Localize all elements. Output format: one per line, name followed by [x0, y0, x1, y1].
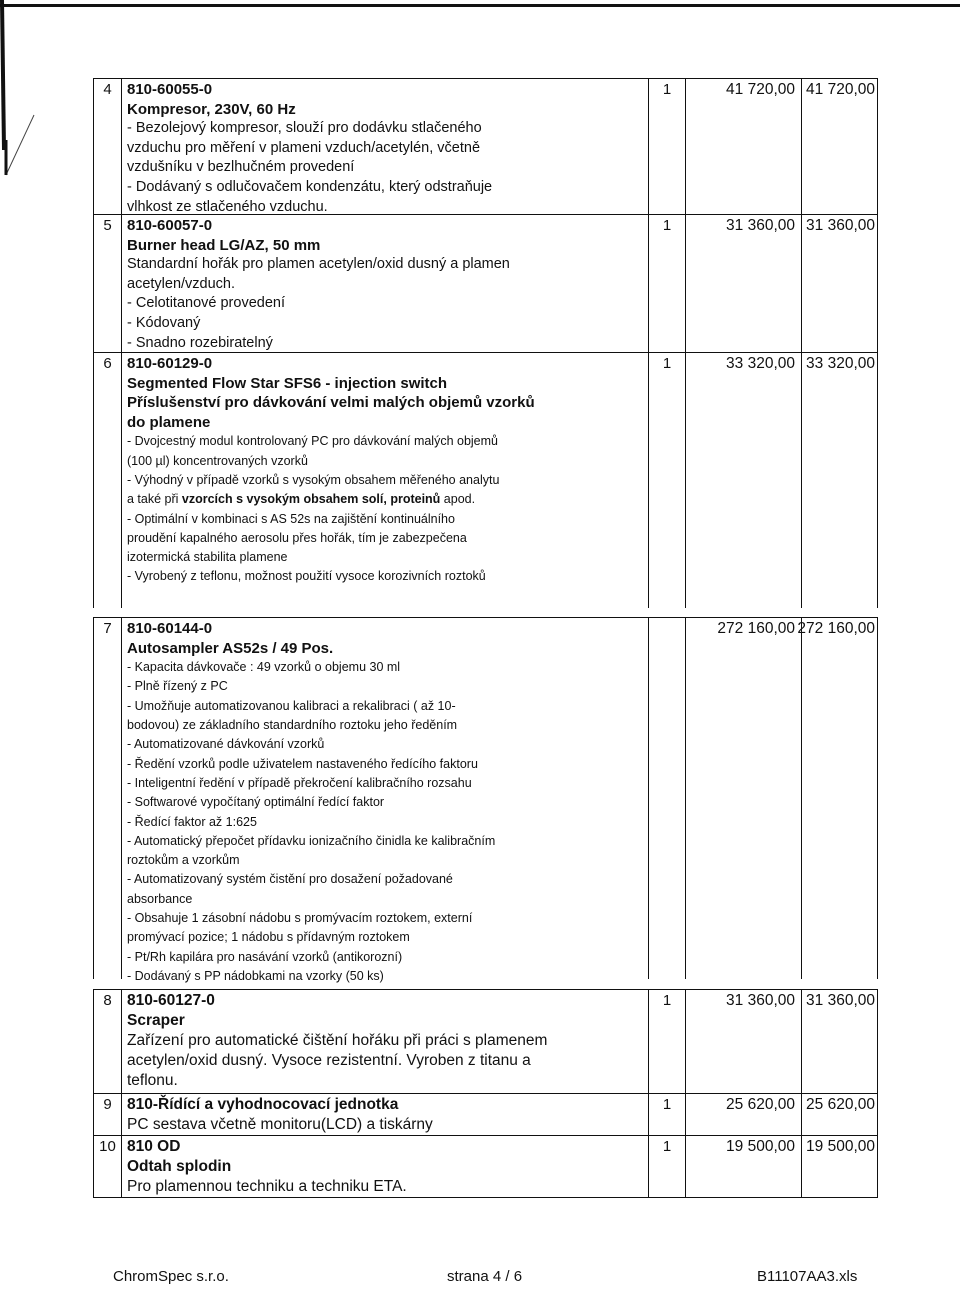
- item-line: teflonu.: [127, 1072, 178, 1089]
- item-line: - Obsahuje 1 zásobní nádobu s promývacím roztokem, externí: [127, 911, 473, 926]
- item-line: - Ředění vzorků podle uživatelem nastaveného ředícího faktoru: [127, 756, 478, 771]
- item-subtitle: Příslušenství pro dávkování velmi malých objemů vzorků: [127, 394, 535, 412]
- item-line: acetylen/oxid dusný. Vysoce rezistentní. Vyroben z titanu a: [127, 1052, 531, 1069]
- item-line: Zařízení pro automatické čištění hořáku při práci s plamenem: [127, 1032, 548, 1049]
- table-row: [93, 617, 878, 983]
- item-line: vlhkost ze stlačeného vzduchu.: [127, 198, 328, 215]
- item-description: [122, 1135, 648, 1198]
- item-quantity: 1: [648, 214, 686, 352]
- item-total: [802, 352, 878, 608]
- item-line: - Ředící faktor až 1:625: [127, 814, 257, 829]
- item-title: Kompresor, 230V, 60 Hz: [127, 100, 296, 118]
- item-number: 5: [93, 214, 122, 352]
- item-line: - Umožňuje automatizovanou kalibraci a rekalibraci ( až 10-: [127, 698, 456, 713]
- item-line: - Automatizovaný systém čistění pro dosažení požadované: [127, 872, 453, 887]
- item-line: PC sestava včetně monitoru(LCD) a tiskárny: [127, 1116, 433, 1133]
- item-description: [122, 617, 648, 983]
- item-title: Burner head LG/AZ, 50 mm: [127, 236, 321, 254]
- footer-page-number: strana 4 / 6: [447, 1268, 523, 1285]
- item-description: [122, 1093, 648, 1135]
- item-description: [122, 214, 648, 352]
- item-code: 810 OD: [127, 1138, 181, 1155]
- item-quantity: 1: [648, 352, 686, 608]
- table-row: [93, 1093, 878, 1135]
- item-unit-price: 31 360,00: [686, 214, 802, 352]
- item-number: 7: [93, 617, 122, 979]
- item-code: 810-60129-0: [127, 355, 213, 372]
- item-title: Odtah splodin: [127, 1158, 232, 1175]
- item-code: 810-60057-0: [127, 217, 213, 234]
- footer-file-name: B11107AA3.xls: [757, 1268, 858, 1285]
- item-title: Autosampler AS52s / 49 Pos.: [127, 639, 334, 657]
- item-line: - Kapacita dávkovače : 49 vzorků o objemu 30 ml: [127, 660, 401, 675]
- item-unit-price: 25 620,00: [686, 1093, 802, 1135]
- item-description: [122, 352, 648, 608]
- item-subtitle: do plamene: [127, 413, 211, 431]
- item-title: Segmented Flow Star SFS6 - injection switch: [127, 374, 448, 392]
- item-line: - Optimální v kombinaci s AS 52s na zajištění kontinuálního: [127, 511, 455, 526]
- item-total: [802, 78, 878, 214]
- item-total-value: 272 160,00: [797, 620, 875, 637]
- item-code: 810-Řídící a vyhodnocovací jednotka: [127, 1096, 399, 1113]
- item-line: - Snadno rozebiratelný: [127, 334, 273, 351]
- item-line: Standardní hořák pro plamen acetylen/oxid dusný a plamen: [127, 256, 510, 273]
- item-unit-price: 41 720,00: [686, 78, 802, 214]
- item-line: roztokům a vzorkům: [127, 853, 240, 868]
- item-line: - Dvojcestný modul kontrolovaný PC pro dávkování malých objemů: [127, 434, 499, 449]
- item-code: 810-60127-0: [127, 992, 215, 1009]
- table-row: [93, 78, 878, 214]
- item-line: - Pt/Rh kapilára pro nasávání vzorků (antikorozní): [127, 949, 403, 964]
- item-quantity: 1: [648, 1093, 686, 1135]
- item-total: [797, 617, 878, 979]
- item-quantity: 1: [648, 1135, 686, 1198]
- item-line: acetylen/vzduch.: [127, 275, 236, 292]
- item-number: 10: [93, 1135, 122, 1198]
- item-description: [122, 989, 648, 1093]
- item-line: - Dodávaný s PP nádobkami na vzorky (50 ks): [127, 968, 384, 983]
- item-total: [802, 1135, 878, 1198]
- item-unit-price: 19 500,00: [686, 1135, 802, 1198]
- table-row: [93, 214, 878, 352]
- item-line: - Kódovaný: [127, 314, 201, 331]
- item-line-post: apod.: [440, 492, 476, 507]
- item-unit-price: 272 160,00: [686, 617, 802, 979]
- item-description: [122, 78, 648, 214]
- item-line: absorbance: [127, 891, 193, 906]
- item-line: - Inteligentní ředění v případě překročení kalibračního rozsahu: [127, 775, 472, 790]
- item-total-value: 31 360,00: [806, 992, 875, 1009]
- item-code: 810-60144-0: [127, 620, 213, 637]
- item-quantity: [648, 617, 686, 979]
- item-line: - Vyrobený z teflonu, možnost použití vysoce korozivních roztoků: [127, 569, 486, 584]
- item-number: 9: [93, 1093, 122, 1135]
- item-unit-price: 31 360,00: [686, 989, 802, 1093]
- item-quantity: 1: [648, 78, 686, 214]
- item-code: 810-60055-0: [127, 81, 213, 98]
- item-line: - Výhodný v případě vzorků s vysokým obsahem měřeného analytu: [127, 472, 500, 487]
- item-line: - Automatizované dávkování vzorků: [127, 737, 325, 752]
- item-total: [802, 1093, 878, 1135]
- item-line: Pro plamennou techniku a techniku ETA.: [127, 1178, 407, 1195]
- scan-top-border: [0, 0, 960, 7]
- item-line-mixed: [127, 490, 645, 509]
- item-line-pre: a také při: [127, 492, 182, 507]
- item-line: - Plně řízený z PC: [127, 679, 228, 694]
- item-line: proudění kapalného aerosolu přes hořák, tím je zabezpečena: [127, 530, 467, 545]
- item-line: (100 µl) koncentrovaných vzorků: [127, 453, 308, 468]
- item-total-value: 41 720,00: [806, 81, 875, 98]
- item-line: - Bezolejový kompresor, slouží pro dodávku stlačeného: [127, 120, 482, 137]
- table-row: [93, 352, 878, 608]
- item-line-bold: vzorcích s vysokým obsahem solí, proteinů: [181, 492, 441, 507]
- table-row: [93, 989, 878, 1093]
- item-total-value: 25 620,00: [806, 1096, 875, 1113]
- item-number: 6: [93, 352, 122, 608]
- item-line: - Softwarové vypočítaný optimální ředící faktor: [127, 795, 385, 810]
- item-line: vzdušníku v bezlhučném provedení: [127, 159, 355, 176]
- item-unit-price: 33 320,00: [686, 352, 802, 608]
- item-total-value: 19 500,00: [806, 1138, 875, 1155]
- item-number: 4: [93, 78, 122, 214]
- item-line: bodovou) ze základního standardního roztoku jeho ředěním: [127, 718, 458, 733]
- item-total-value: 31 360,00: [806, 217, 875, 234]
- item-line: promývací pozice; 1 nádobu s přídavným roztokem: [127, 930, 410, 945]
- item-total: [802, 214, 878, 352]
- item-total-value: 33 320,00: [806, 355, 875, 372]
- item-line: vzduchu pro měření v plameni vzduch/acetylén, včetně: [127, 139, 481, 156]
- scan-artifact-mark: [0, 0, 38, 200]
- item-number: 8: [93, 989, 122, 1093]
- item-line: - Celotitanové provedení: [127, 295, 285, 312]
- item-total: [802, 989, 878, 1093]
- table-row: [93, 1135, 878, 1198]
- item-title: Scraper: [127, 1012, 185, 1029]
- item-line: - Dodávaný s odlučovačem kondenzátu, který odstraňuje: [127, 178, 493, 195]
- item-line: izotermická stabilita plamene: [127, 550, 288, 565]
- footer-company: ChromSpec s.r.o.: [113, 1268, 229, 1285]
- item-line: - Automatický přepočet přídavku ionizačního činidla ke kalibračním: [127, 833, 496, 848]
- item-quantity: 1: [648, 989, 686, 1093]
